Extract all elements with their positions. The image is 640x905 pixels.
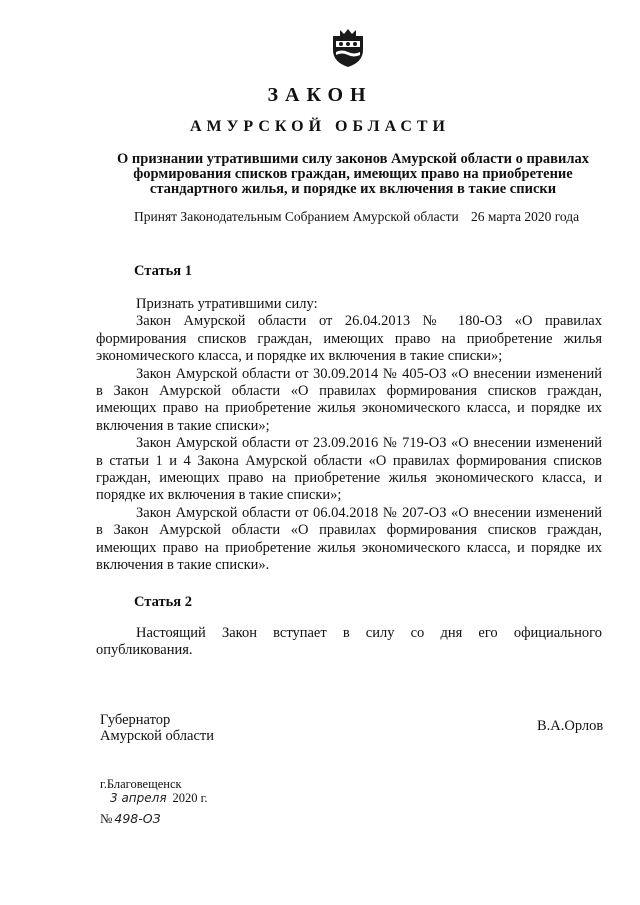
coat-of-arms-emblem-icon — [330, 28, 366, 68]
article-1-paragraph: Закон Амурской области от 06.04.2018 № 207-ОЗ «О внесении изменений в Закон Амурской области «О правилах формирования списков граждан, имеющих право на приобретение жилья экономического класса, и порядке их включения в такие списки». — [96, 504, 602, 574]
article-1-body — [96, 296, 602, 575]
article-1-paragraph: Закон Амурской области от 23.09.2016 № 719-ОЗ «О внесении изменений в статьи 1 и 4 Закона Амурской области «О правилах формирования списков граждан, имеющих право на приобретение жилья экономического класса, и порядке их включения в такие списки»; — [96, 435, 602, 504]
signing-date — [110, 791, 208, 806]
adopted-by-text: Принят Законодательным Собранием Амурской области — [134, 209, 459, 224]
article-1-paragraph: Закон Амурской области от 26.04.2013 № 180-ОЗ «О правилах формирования списков граждан, имеющих право на приобретение жилья экономического класса, и порядке их включения в такие списки»; — [96, 313, 602, 365]
article-1-paragraph: Закон Амурской области от 30.09.2014 № 405-ОЗ «О внесении изменений в Закон Амурской области «О правилах формирования списков граждан, имеющих право на приобретение жилья экономического класса, и порядке их включения в такие списки»; — [96, 365, 602, 434]
law-number — [100, 811, 161, 827]
article-1-heading: Статья 1 — [134, 263, 192, 279]
signatory-position-line: Амурской области — [100, 728, 214, 744]
article-1-paragraph: Признать утратившими силу: — [136, 296, 318, 312]
article-2-heading: Статья 2 — [134, 594, 192, 610]
handwritten-date: 3 апреля — [110, 791, 167, 805]
article-2-paragraph: Настоящий Закон вступает в силу со дня его официального опубликования. — [96, 625, 602, 659]
city-of-signing: г.Благовещенск — [100, 777, 182, 791]
law-number-prefix: № — [100, 811, 113, 826]
article-2-body — [96, 625, 602, 660]
signatory-position-line: Губернатор — [100, 712, 171, 728]
signing-year: 2020 г. — [172, 791, 208, 805]
document-region: АМУРСКОЙ ОБЛАСТИ — [190, 118, 450, 135]
adopted-date: 26 марта 2020 года — [471, 209, 580, 224]
signatory-position — [100, 712, 214, 744]
handwritten-law-number: 498-ОЗ — [114, 811, 161, 826]
document-title: ЗАКОН — [267, 84, 373, 106]
signatory-name: В.А.Орлов — [537, 718, 604, 734]
document-subject: О признании утратившими силу законов Амурской области о правилах формирования списков граждан, имеющих право на приобретение стандартного жилья, и порядке их включения в такие списки — [117, 151, 589, 197]
